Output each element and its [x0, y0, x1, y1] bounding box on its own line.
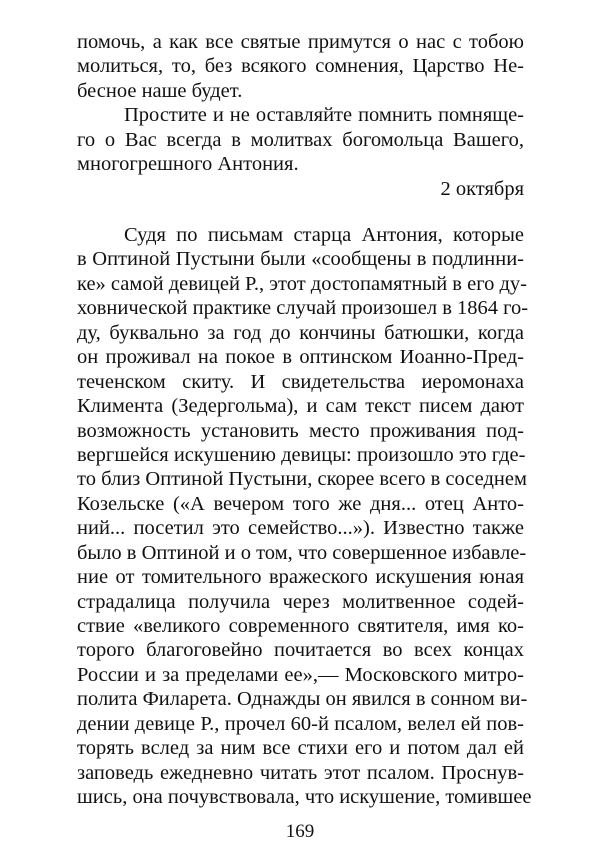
text-line: Климента (Зедергольма), и сам текст писем дают: [77, 395, 524, 418]
text-line: торого благоговейно почитается во всех концах: [77, 639, 524, 662]
text-line: го о Вас всегда в молитвах богомольца Вашего,: [77, 128, 524, 151]
text-line: заповедь ежедневно читать этот псалом. Проснув-: [77, 761, 524, 784]
text-line: ховнической практике случай произошел в 1864 го-: [77, 297, 529, 320]
text-line: в Оптиной Пустыни были «сообщены в подлинни-: [77, 248, 524, 271]
text-line: молиться, то, без всякого сомнения, Царство Не-: [77, 55, 524, 78]
text-line: Судя по письмам старца Антония, которые: [124, 224, 524, 246]
text-line: ке» самой девицей Р., этот достопамятный в его ду-: [77, 272, 527, 295]
text-line: ствие «великого современного святителя, имя ко-: [77, 615, 524, 637]
text-line: дении девице Р., прочел 60-й псалом, велел ей пов-: [77, 712, 524, 735]
letter-closing: [77, 30, 524, 201]
letter-date: 2 октября: [440, 177, 524, 200]
text-line: полита Филарета. Однажды он явился в сонном ви-: [77, 688, 528, 711]
text-line: он проживал на покое в оптинском Иоанно-Пред-: [77, 346, 524, 369]
text-line: возможность установить место проживания под-: [77, 419, 524, 442]
commentary-paragraph: [77, 223, 532, 810]
text-line: Простите и не оставляйте помнить помняще-: [124, 104, 524, 127]
text-line: ду, буквально за год до кончины батюшки, когда: [77, 321, 524, 344]
text-line: было в Оптиной и о том, что совершенное избавле-: [77, 541, 527, 564]
text-line: страдалица получила через молитвенное содей-: [77, 590, 524, 613]
text-line: вергшейся искушению девицы: произошло это где-: [77, 443, 526, 466]
page-number: 169: [285, 821, 315, 842]
text-line: России и за пределами ее»,— Московского митро-: [77, 663, 524, 686]
text-line: шись, она почувствовала, что искушение, томившее: [77, 786, 532, 809]
text-line: теченском скиту. И свидетельства иеромонаха: [77, 370, 524, 393]
text-line: помочь, а как все святые примутся о нас с тобою: [77, 31, 524, 53]
text-line: многогрешного Антония.: [77, 153, 299, 176]
text-line: бесное наше будет.: [77, 79, 243, 102]
text-line: торять вслед за ним все стихи его и потом дал ей: [77, 737, 524, 760]
text-line: ний... посетил это семейство...»). Известно также: [77, 517, 524, 540]
text-line: то близ Оптиной Пустыни, скорее всего в соседнем: [77, 468, 527, 491]
text-line: ние от томительного вражеского искушения юная: [77, 566, 524, 589]
text-line: Козельске («А вечером того же дня... отец Анто-: [77, 492, 524, 515]
